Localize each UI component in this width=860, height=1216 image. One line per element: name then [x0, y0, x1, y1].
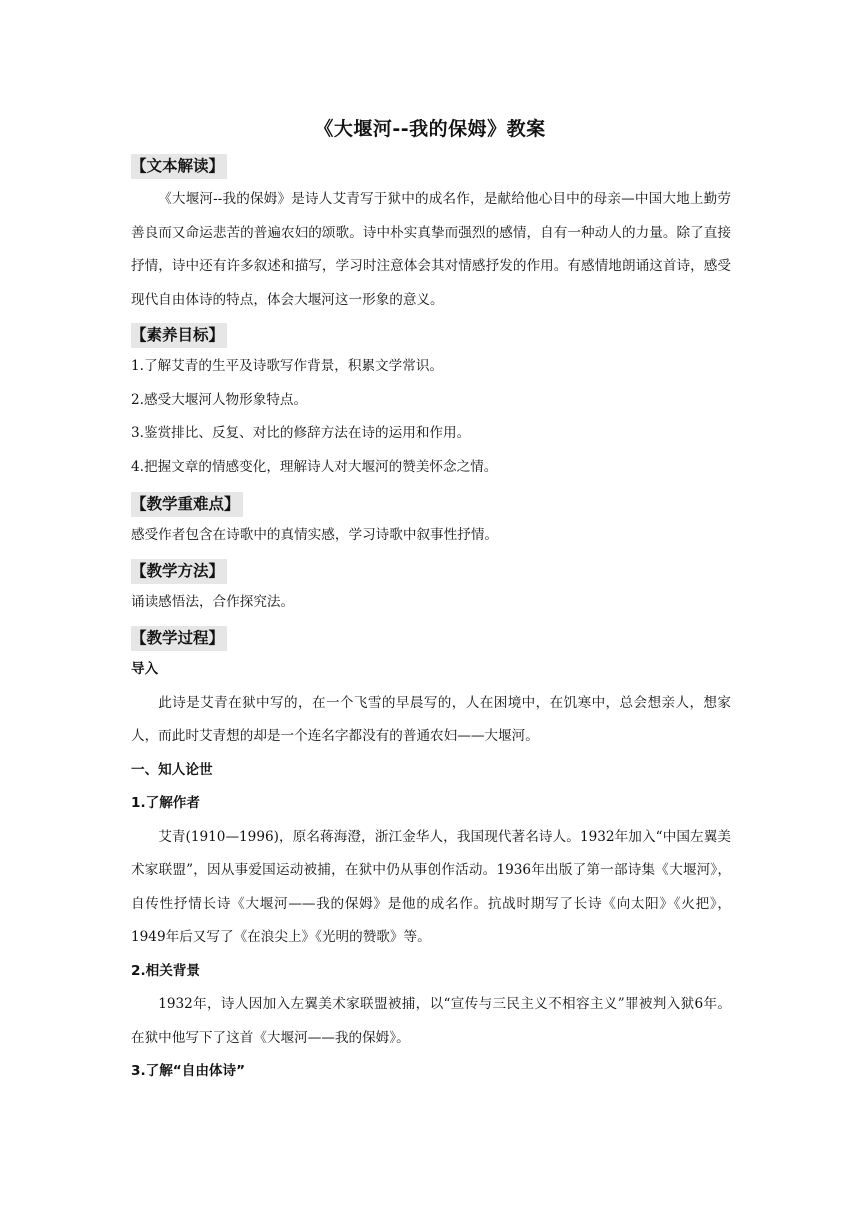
section-goals — [131, 323, 731, 484]
heading-methods: 【教学方法】 — [131, 559, 227, 584]
goal-item: 1.了解艾青的生平及诗歌写作背景，积累文学常识。 — [131, 358, 444, 374]
section-interpretation — [131, 154, 731, 317]
intro-label: 导入 — [131, 661, 159, 677]
intro-text: 此诗是艾青在狱中写的，在一个飞雪的早晨写的，人在困境中，在饥寒中，总会想亲人，想家人，而此时艾青想的却是一个连名字都没有的普通农妇——大堰河。 — [131, 694, 731, 744]
author-text: 艾青(1910—1996)，原名蒋海澄，浙江金华人，我国现代著名诗人。1932年加入“中国左翼美术家联盟”，因从事爱国运动被捕，在狱中仍从事创作活动。1936年出版了第一部诗集《大堰河》，自传性抒情长诗《大堰河——我的保姆》是他的成名作。抗战时期写了长诗《向太阳》《火把》，1949年后又写了《在浪尖上》《光明的赞歌》等。 — [131, 828, 731, 945]
section-methods — [131, 559, 731, 620]
author-label: 1.了解作者 — [131, 795, 200, 811]
background-text: 1932年，诗人因加入左翼美术家联盟被捕，以“宣传与三民主义不相容主义”罪被判入狱6年。在狱中他写下了这首《大堰河——我的保姆》。 — [131, 996, 731, 1046]
goal-item: 3.鉴赏排比、反复、对比的修辞方法在诗的运用和作用。 — [131, 425, 471, 441]
heading-interpretation: 【文本解读】 — [131, 154, 227, 179]
section-process — [131, 626, 731, 1089]
document-title: 《大堰河--我的保姆》教案 — [314, 118, 546, 140]
part1-heading: 一、知人论世 — [131, 761, 213, 778]
heading-goals: 【素养目标】 — [131, 323, 227, 348]
section-keypoints — [131, 492, 731, 553]
background-label: 2.相关背景 — [131, 962, 200, 979]
freeverse-label: 3.了解“自由体诗” — [131, 1063, 246, 1079]
interpretation-text: 《大堰河--我的保姆》是诗人艾青写于狱中的成名作，是献给他心目中的母亲—中国大地上勤劳善良而又命运悲苦的普遍农妇的颂歌。诗中朴实真挚而强烈的感情，自有一种动人的力量。除了直接抒情，诗中还有许多叙述和描写，学习时注意体会其对情感抒发的作用。有感情地朗诵这首诗，感受现代自由体诗的特点，体会大堰河这一形象的意义。 — [131, 191, 731, 308]
goal-item: 2.感受大堰河人物形象特点。 — [131, 391, 308, 408]
keypoints-text: 感受作者包含在诗歌中的真情实感，学习诗歌中叙事性抒情。 — [131, 527, 499, 543]
heading-process: 【教学过程】 — [131, 626, 227, 651]
goal-item: 4.把握文章的情感变化，理解诗人对大堰河的赞美怀念之情。 — [131, 458, 498, 475]
heading-keypoints: 【教学重难点】 — [131, 492, 243, 517]
methods-text: 诵读感悟法，合作探究法。 — [131, 594, 295, 610]
